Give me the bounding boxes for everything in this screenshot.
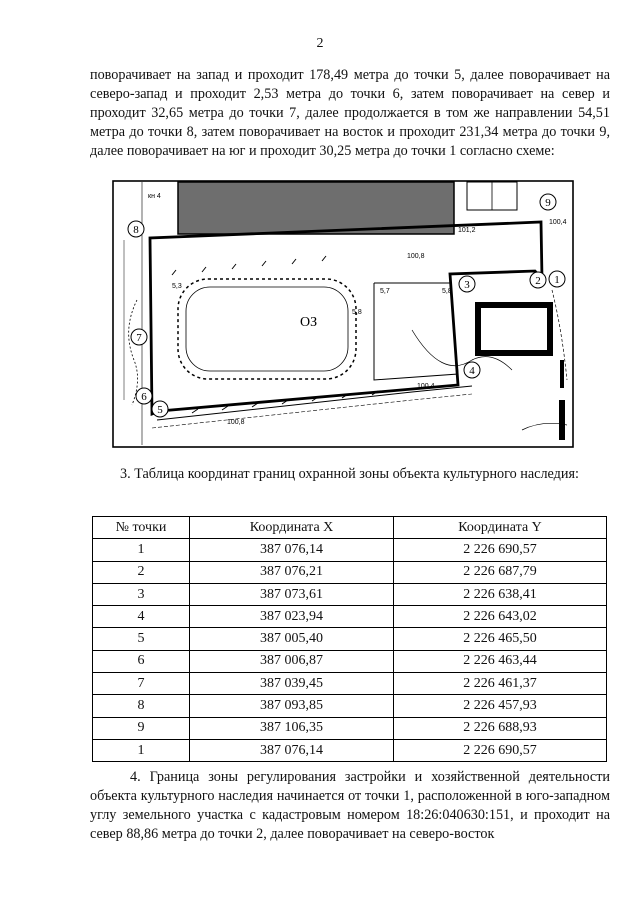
map-label-level: 100,8	[407, 253, 425, 260]
map-label-level: 101,2	[458, 227, 476, 234]
point-marker-1	[549, 271, 565, 287]
point-marker-9	[540, 194, 556, 210]
column-header-y: Координата Y	[394, 517, 607, 539]
point-cell: 5	[93, 628, 190, 650]
y-cell: 2 226 638,41	[394, 583, 607, 605]
y-cell: 2 226 690,57	[394, 739, 607, 761]
table-row	[93, 628, 607, 650]
y-cell: 2 226 461,37	[394, 673, 607, 695]
table-row	[93, 561, 607, 583]
page-number: 2	[316, 36, 324, 51]
point-cell: 2	[93, 561, 190, 583]
map-label-level: 5,7	[380, 288, 390, 295]
point-label: 5	[157, 404, 163, 416]
x-cell: 387 006,87	[190, 650, 394, 672]
point-cell: 7	[93, 673, 190, 695]
table-header-row	[93, 517, 607, 539]
x-cell: 387 076,14	[190, 539, 394, 561]
zone-label: ОЗ	[300, 315, 318, 330]
x-cell: 387 106,35	[190, 717, 394, 739]
column-header-point: № точки	[93, 517, 190, 539]
point-cell: 1	[93, 539, 190, 561]
map-label-level: 100,8	[227, 419, 245, 426]
point-marker-2	[530, 272, 546, 288]
coordinates-table	[92, 516, 607, 762]
point-label: 1	[554, 274, 560, 286]
table-row	[93, 583, 607, 605]
table-row	[93, 717, 607, 739]
point-label: 3	[464, 279, 470, 291]
table-row	[93, 695, 607, 717]
point-marker-3	[459, 276, 475, 292]
x-cell: 387 073,61	[190, 583, 394, 605]
point-cell: 1	[93, 739, 190, 761]
x-cell: 387 093,85	[190, 695, 394, 717]
x-cell: 387 076,21	[190, 561, 394, 583]
x-cell: 387 023,94	[190, 606, 394, 628]
map-label-level: 100,4	[417, 383, 435, 390]
y-cell: 2 226 457,93	[394, 695, 607, 717]
map-label-level: кн 4	[148, 193, 161, 200]
point-marker-4	[464, 362, 480, 378]
table-row	[93, 606, 607, 628]
point-cell: 9	[93, 717, 190, 739]
paragraph-boundary-description: поворачивает на запад и проходит 178,49 метра до точки 5, далее поворачивает на северо-запад и проходит 2,53 метра до точки 6, затем поворачивает на север и проходит 32,65 метра до точки 7, далее продолжается в том же направлении 54,51 метра до точки 8, затем поворачивает на восток и проходит 231,34 метра до точки 9, далее поворачивает на юг и проходит 30,25 метра до точки 1 согласно схеме:	[90, 67, 610, 159]
x-cell: 387 005,40	[190, 628, 394, 650]
y-cell: 2 226 688,93	[394, 717, 607, 739]
table-row	[93, 539, 607, 561]
map-label-level: 100,4	[549, 219, 567, 226]
map-label-level: 5,3	[172, 283, 182, 290]
point-marker-6	[136, 388, 152, 404]
point-marker-5	[152, 401, 168, 417]
point-label: 6	[141, 391, 147, 403]
paragraph-regulation-zone: 4. Граница зоны регулирования застройки и хозяйственной деятельности объекта культурного наследия начинается от точки 1, расположенной в юго-западном углу земельного участка с кадастровым номером 18:26:040630:151, и проходит на север 88,86 метра до точки 2, далее поворачивает на северо-восток	[90, 769, 610, 842]
point-label: 4	[469, 365, 475, 377]
table-row	[93, 739, 607, 761]
boundary-scheme-map	[112, 180, 574, 448]
y-cell: 2 226 687,79	[394, 561, 607, 583]
point-marker-8	[128, 221, 144, 237]
y-cell: 2 226 463,44	[394, 650, 607, 672]
section-3-title: 3. Таблица координат границ охранной зоны объекта культурного наследия:	[120, 466, 579, 482]
y-cell: 2 226 690,57	[394, 539, 607, 561]
column-header-x: Координата X	[190, 517, 394, 539]
point-label: 8	[133, 224, 139, 236]
point-cell: 6	[93, 650, 190, 672]
point-label: 9	[545, 197, 551, 209]
point-label: 7	[136, 332, 142, 344]
point-marker-7	[131, 329, 147, 345]
table-row	[93, 673, 607, 695]
map-label-level: 5,8	[442, 288, 452, 295]
point-cell: 8	[93, 695, 190, 717]
y-cell: 2 226 465,50	[394, 628, 607, 650]
y-cell: 2 226 643,02	[394, 606, 607, 628]
point-cell: 3	[93, 583, 190, 605]
table-row	[93, 650, 607, 672]
point-label: 2	[535, 275, 541, 287]
x-cell: 387 039,45	[190, 673, 394, 695]
point-cell: 4	[93, 606, 190, 628]
map-label-level: 5,8	[352, 309, 362, 316]
x-cell: 387 076,14	[190, 739, 394, 761]
